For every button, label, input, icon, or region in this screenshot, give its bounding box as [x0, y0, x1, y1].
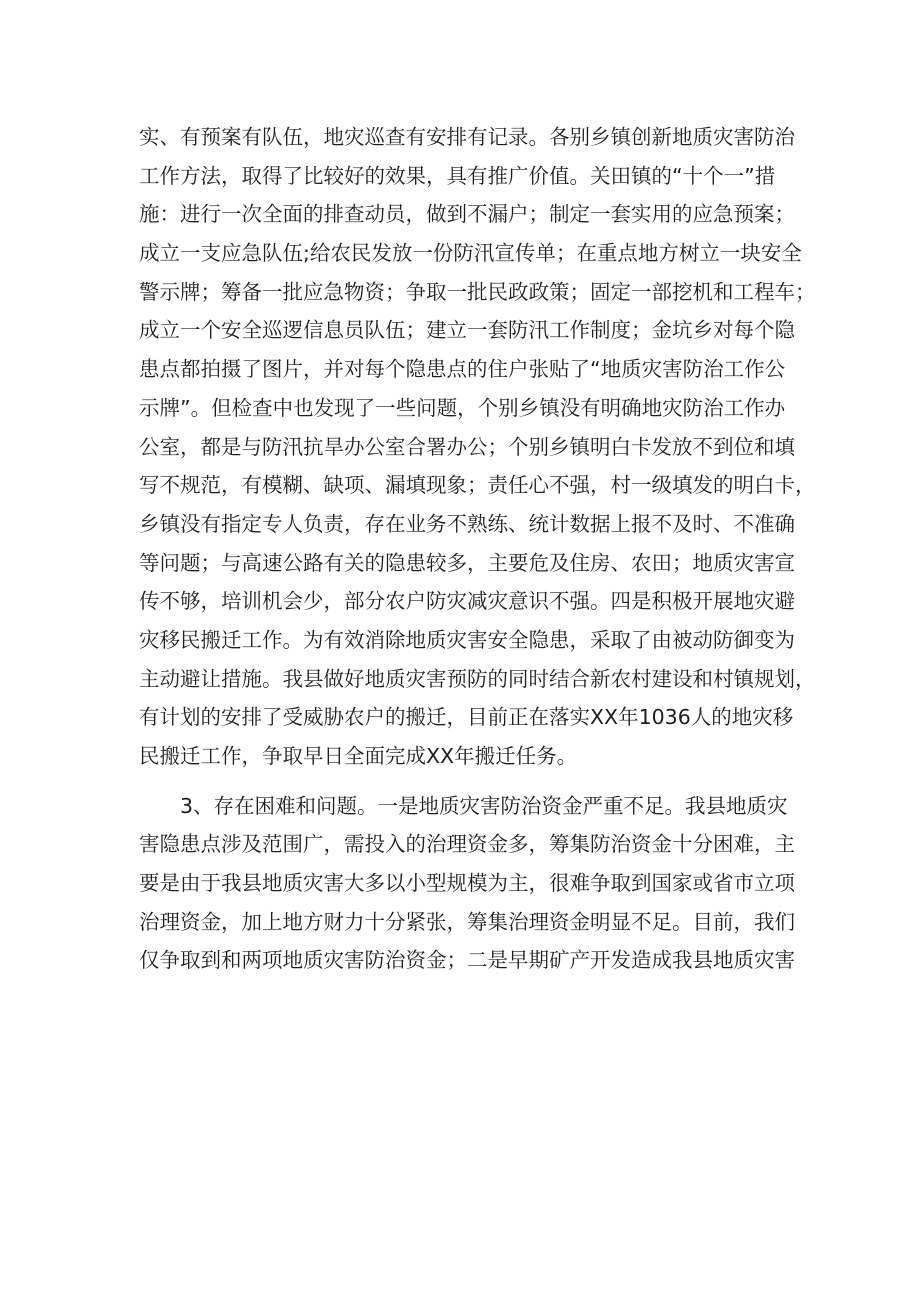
text-line: 要是由于我县地质灾害大多以小型规模为主，很难争取到国家或省市立项 — [139, 871, 795, 896]
text-line: 示牌”。但检查中也发现了一些问题，个别乡镇没有明确地灾防治工作办 — [139, 395, 786, 420]
text-line: 灾移民搬迁工作。为有效消除地质灾害安全隐患，采取了由被动防御变为 — [139, 627, 795, 652]
text-line: 患点都拍摄了图片，并对每个隐患点的住户张贴了“地质灾害防治工作公 — [139, 357, 786, 382]
text-line: 3、存在困难和问题。一是地质灾害防治资金严重不足。我县地质灾 — [180, 793, 788, 818]
paragraph-gap — [139, 776, 789, 787]
text-line: 传不够，培训机会少，部分农户防灾减灾意识不强。四是积极开展地灾避 — [139, 589, 795, 614]
text-line: 乡镇没有指定专人负责，存在业务不熟练、统计数据上报不及时、不准确 — [139, 511, 795, 536]
text-line: 公室，都是与防汛抗旱办公室合署办公；个别乡镇明白卡发放不到位和填 — [139, 434, 795, 459]
text-line: 民搬迁工作，争取早日全面完成XX年搬迁任务。 — [139, 744, 578, 768]
text-line: 仅争取到和两项地质灾害防治资金；二是早期矿产开发造成我县地质灾害 — [139, 948, 795, 973]
text-line: 等问题；与高速公路有关的隐患较多，主要危及住房、农田；地质灾害宣 — [139, 550, 795, 575]
text-line: 成立一个安全巡逻信息员队伍；建立一套防汛工作制度；金坑乡对每个隐 — [139, 318, 795, 343]
text-line: 成立一支应急队伍;给农民发放一份防汛宣传单；在重点地方树立一块安全 — [139, 241, 802, 266]
document-body — [139, 118, 816, 980]
text-line: 实、有预案有队伍，地灾巡查有安排有记录。各别乡镇创新地质灾害防治 — [139, 125, 795, 149]
paragraph-1 — [139, 118, 816, 776]
text-line: 施：进行一次全面的排查动员，做到不漏户；制定一套实用的应急预案； — [139, 202, 795, 227]
paragraph-2 — [139, 787, 795, 980]
text-line: 写不规范，有模糊、缺项、漏填现象；责任心不强，村一级填发的明白卡， — [139, 473, 816, 498]
text-line: 警示牌；筹备一批应急物资；争取一批民政政策；固定一部挖机和工程车； — [139, 279, 816, 304]
text-line: 治理资金，加上地方财力十分紧张，筹集治理资金明显不足。目前，我们 — [139, 909, 795, 934]
text-line: 工作方法，取得了比较好的效果，具有推广价值。关田镇的“十个一”措 — [139, 163, 776, 188]
text-line: 主动避让措施。我县做好地质灾害预防的同时结合新农村建设和村镇规划， — [139, 666, 816, 691]
text-line: 有计划的安排了受威胁农户的搬迁，目前正在落实XX年1036人的地灾移 — [139, 705, 794, 730]
text-line: 害隐患点涉及范围广，需投入的治理资金多，筹集防治资金十分困难，主 — [139, 832, 795, 857]
